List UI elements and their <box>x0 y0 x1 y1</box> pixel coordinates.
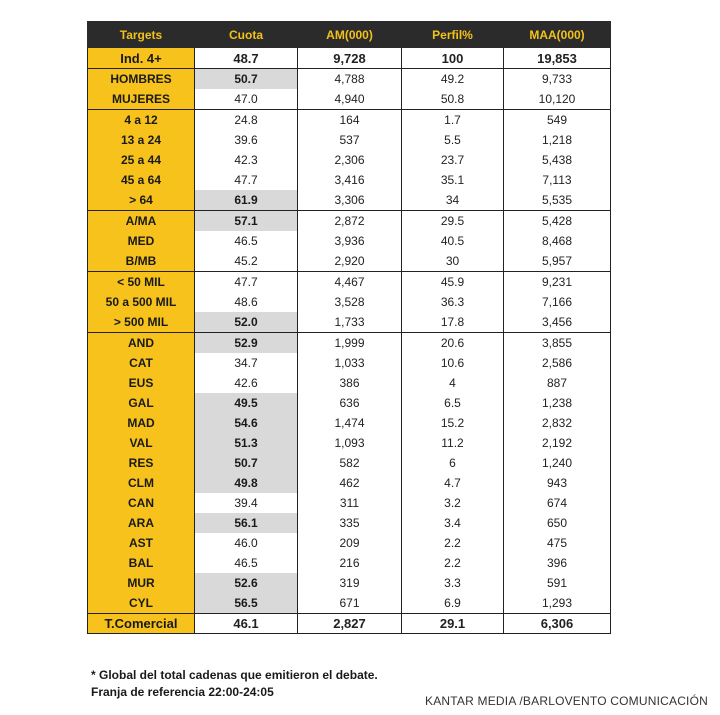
table-row <box>88 170 611 190</box>
cell-maa: 19,853 <box>504 48 611 69</box>
footnote-global: * Global del total cadenas que emitieron el debate. <box>91 668 378 682</box>
table-row <box>88 593 611 614</box>
cell-am: 3,936 <box>298 231 402 251</box>
cell-maa: 6,306 <box>504 614 611 634</box>
cell-am: 1,474 <box>298 413 402 433</box>
cell-maa: 591 <box>504 573 611 593</box>
cell-target: HOMBRES <box>88 69 195 90</box>
cell-maa: 3,456 <box>504 312 611 333</box>
cell-perfil: 50.8 <box>402 89 504 110</box>
cell-target: CLM <box>88 473 195 493</box>
cell-target: A/MA <box>88 211 195 232</box>
cell-perfil: 6 <box>402 453 504 473</box>
cell-maa: 2,832 <box>504 413 611 433</box>
cell-cuota: 39.6 <box>195 130 298 150</box>
cell-perfil: 35.1 <box>402 170 504 190</box>
table-row <box>88 251 611 272</box>
cell-perfil: 23.7 <box>402 150 504 170</box>
cell-perfil: 100 <box>402 48 504 69</box>
cell-maa: 2,586 <box>504 353 611 373</box>
cell-maa: 7,166 <box>504 292 611 312</box>
cell-maa: 10,120 <box>504 89 611 110</box>
cell-target: B/MB <box>88 251 195 272</box>
header-targets: Targets <box>88 22 195 48</box>
cell-am: 4,940 <box>298 89 402 110</box>
table-row <box>88 333 611 354</box>
cell-maa: 475 <box>504 533 611 553</box>
table-row <box>88 130 611 150</box>
cell-cuota: 48.6 <box>195 292 298 312</box>
cell-perfil: 3.3 <box>402 573 504 593</box>
table-row <box>88 533 611 553</box>
cell-maa: 3,855 <box>504 333 611 354</box>
header-perfil: Perfil% <box>402 22 504 48</box>
cell-maa: 2,192 <box>504 433 611 453</box>
table-row <box>88 48 611 69</box>
cell-perfil: 17.8 <box>402 312 504 333</box>
cell-perfil: 34 <box>402 190 504 211</box>
cell-perfil: 15.2 <box>402 413 504 433</box>
cell-maa: 5,438 <box>504 150 611 170</box>
cell-am: 2,920 <box>298 251 402 272</box>
table-row <box>88 373 611 393</box>
cell-target: 45 a 64 <box>88 170 195 190</box>
cell-target: Ind. 4+ <box>88 48 195 69</box>
cell-am: 319 <box>298 573 402 593</box>
table-row <box>88 150 611 170</box>
table-row <box>88 473 611 493</box>
cell-target: MAD <box>88 413 195 433</box>
cell-cuota: 42.3 <box>195 150 298 170</box>
cell-cuota: 56.1 <box>195 513 298 533</box>
table-row <box>88 453 611 473</box>
cell-target: CAT <box>88 353 195 373</box>
table-row <box>88 614 611 634</box>
cell-perfil: 40.5 <box>402 231 504 251</box>
table-row <box>88 573 611 593</box>
cell-maa: 1,293 <box>504 593 611 614</box>
cell-maa: 1,240 <box>504 453 611 473</box>
cell-am: 4,788 <box>298 69 402 90</box>
table-row <box>88 493 611 513</box>
cell-cuota: 49.8 <box>195 473 298 493</box>
cell-cuota: 47.7 <box>195 272 298 293</box>
cell-cuota: 47.7 <box>195 170 298 190</box>
cell-perfil: 10.6 <box>402 353 504 373</box>
cell-maa: 5,957 <box>504 251 611 272</box>
cell-perfil: 3.2 <box>402 493 504 513</box>
cell-cuota: 51.3 <box>195 433 298 453</box>
cell-am: 1,033 <box>298 353 402 373</box>
cell-target: CAN <box>88 493 195 513</box>
cell-am: 3,306 <box>298 190 402 211</box>
cell-target: > 64 <box>88 190 195 211</box>
cell-am: 1,733 <box>298 312 402 333</box>
cell-maa: 1,238 <box>504 393 611 413</box>
cell-perfil: 4 <box>402 373 504 393</box>
cell-perfil: 49.2 <box>402 69 504 90</box>
cell-perfil: 3.4 <box>402 513 504 533</box>
cell-perfil: 2.2 <box>402 533 504 553</box>
table-row <box>88 89 611 110</box>
header-cuota: Cuota <box>195 22 298 48</box>
cell-am: 1,093 <box>298 433 402 453</box>
cell-perfil: 45.9 <box>402 272 504 293</box>
cell-target: EUS <box>88 373 195 393</box>
cell-target: RES <box>88 453 195 473</box>
header-maa: MAA(000) <box>504 22 611 48</box>
table-row <box>88 272 611 293</box>
table-body <box>88 48 611 634</box>
cell-perfil: 29.1 <box>402 614 504 634</box>
cell-perfil: 1.7 <box>402 110 504 131</box>
footnote-franja: Franja de referencia 22:00-24:05 <box>91 685 274 699</box>
cell-perfil: 11.2 <box>402 433 504 453</box>
cell-target: GAL <box>88 393 195 413</box>
cell-target: VAL <box>88 433 195 453</box>
cell-maa: 887 <box>504 373 611 393</box>
cell-perfil: 29.5 <box>402 211 504 232</box>
cell-perfil: 36.3 <box>402 292 504 312</box>
cell-cuota: 46.1 <box>195 614 298 634</box>
cell-cuota: 52.9 <box>195 333 298 354</box>
cell-am: 4,467 <box>298 272 402 293</box>
cell-maa: 7,113 <box>504 170 611 190</box>
cell-cuota: 46.0 <box>195 533 298 553</box>
cell-target: T.Comercial <box>88 614 195 634</box>
cell-target: BAL <box>88 553 195 573</box>
cell-am: 386 <box>298 373 402 393</box>
cell-perfil: 6.5 <box>402 393 504 413</box>
cell-cuota: 24.8 <box>195 110 298 131</box>
cell-cuota: 54.6 <box>195 413 298 433</box>
cell-target: MUJERES <box>88 89 195 110</box>
cell-am: 1,999 <box>298 333 402 354</box>
source-credit: KANTAR MEDIA /BARLOVENTO COMUNICACIÓN <box>425 694 708 708</box>
cell-cuota: 45.2 <box>195 251 298 272</box>
table-header-row <box>88 22 611 48</box>
cell-maa: 8,468 <box>504 231 611 251</box>
table-row <box>88 553 611 573</box>
cell-am: 216 <box>298 553 402 573</box>
cell-cuota: 52.6 <box>195 573 298 593</box>
header-am: AM(000) <box>298 22 402 48</box>
table-row <box>88 69 611 90</box>
table-row <box>88 292 611 312</box>
cell-cuota: 39.4 <box>195 493 298 513</box>
cell-target: 25 a 44 <box>88 150 195 170</box>
cell-cuota: 56.5 <box>195 593 298 614</box>
cell-maa: 943 <box>504 473 611 493</box>
cell-perfil: 6.9 <box>402 593 504 614</box>
cell-cuota: 50.7 <box>195 69 298 90</box>
cell-am: 582 <box>298 453 402 473</box>
cell-cuota: 46.5 <box>195 231 298 251</box>
cell-target: MUR <box>88 573 195 593</box>
cell-am: 2,827 <box>298 614 402 634</box>
table-row <box>88 353 611 373</box>
cell-maa: 549 <box>504 110 611 131</box>
audience-table <box>87 21 611 634</box>
table-row <box>88 190 611 211</box>
cell-am: 3,416 <box>298 170 402 190</box>
table-row <box>88 312 611 333</box>
cell-perfil: 2.2 <box>402 553 504 573</box>
cell-am: 671 <box>298 593 402 614</box>
table-row <box>88 413 611 433</box>
cell-maa: 674 <box>504 493 611 513</box>
cell-target: CYL <box>88 593 195 614</box>
cell-cuota: 57.1 <box>195 211 298 232</box>
cell-am: 311 <box>298 493 402 513</box>
cell-perfil: 30 <box>402 251 504 272</box>
cell-maa: 5,428 <box>504 211 611 232</box>
cell-am: 3,528 <box>298 292 402 312</box>
cell-target: 13 a 24 <box>88 130 195 150</box>
cell-target: 4 a 12 <box>88 110 195 131</box>
cell-am: 2,306 <box>298 150 402 170</box>
cell-target: > 500 MIL <box>88 312 195 333</box>
cell-am: 537 <box>298 130 402 150</box>
cell-am: 209 <box>298 533 402 553</box>
cell-target: MED <box>88 231 195 251</box>
table-row <box>88 393 611 413</box>
cell-cuota: 61.9 <box>195 190 298 211</box>
cell-am: 462 <box>298 473 402 493</box>
cell-cuota: 46.5 <box>195 553 298 573</box>
cell-perfil: 5.5 <box>402 130 504 150</box>
cell-target: AND <box>88 333 195 354</box>
cell-am: 335 <box>298 513 402 533</box>
table-row <box>88 231 611 251</box>
cell-maa: 5,535 <box>504 190 611 211</box>
cell-target: ARA <box>88 513 195 533</box>
cell-am: 636 <box>298 393 402 413</box>
cell-cuota: 34.7 <box>195 353 298 373</box>
cell-maa: 9,733 <box>504 69 611 90</box>
audience-table-container <box>87 21 610 634</box>
cell-target: AST <box>88 533 195 553</box>
table-row <box>88 211 611 232</box>
cell-cuota: 47.0 <box>195 89 298 110</box>
cell-cuota: 49.5 <box>195 393 298 413</box>
cell-maa: 396 <box>504 553 611 573</box>
cell-maa: 9,231 <box>504 272 611 293</box>
cell-perfil: 4.7 <box>402 473 504 493</box>
cell-am: 9,728 <box>298 48 402 69</box>
cell-target: 50 a 500 MIL <box>88 292 195 312</box>
cell-am: 2,872 <box>298 211 402 232</box>
cell-target: < 50 MIL <box>88 272 195 293</box>
cell-cuota: 52.0 <box>195 312 298 333</box>
cell-am: 164 <box>298 110 402 131</box>
cell-cuota: 50.7 <box>195 453 298 473</box>
cell-maa: 1,218 <box>504 130 611 150</box>
cell-cuota: 42.6 <box>195 373 298 393</box>
footnotes <box>91 667 378 701</box>
table-row <box>88 433 611 453</box>
cell-maa: 650 <box>504 513 611 533</box>
cell-cuota: 48.7 <box>195 48 298 69</box>
table-row <box>88 110 611 131</box>
table-row <box>88 513 611 533</box>
cell-perfil: 20.6 <box>402 333 504 354</box>
